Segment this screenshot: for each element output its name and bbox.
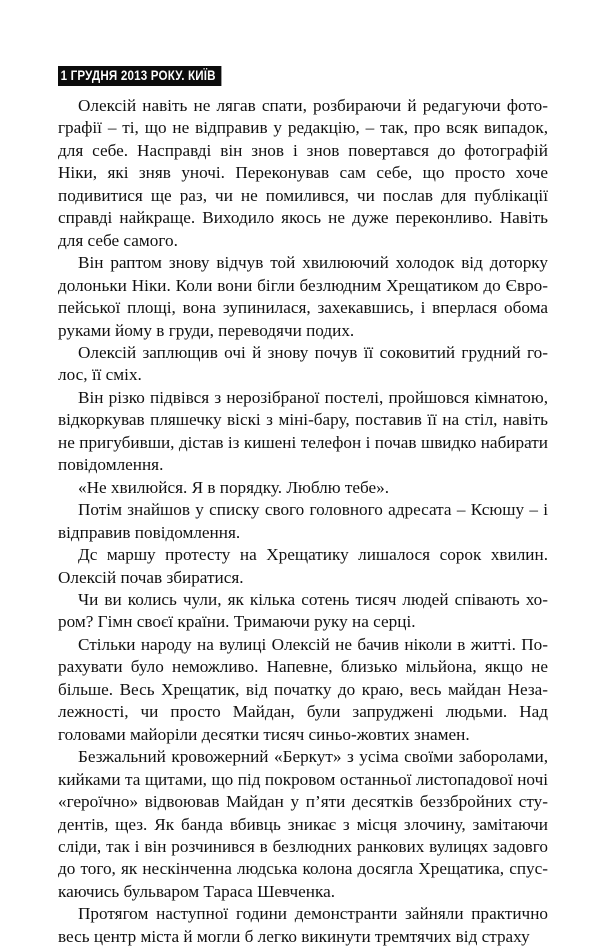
chapter-date-heading: 1 ГРУДНЯ 2013 РОКУ. КИЇВ bbox=[58, 66, 222, 86]
paragraph: Стільки народу на вулиці Олексій не бачив ніколи в житті. Порахувати було неможливо. Напевне, близько мільйона, якщо не більше. Весь Хрещатик, від початку до краю, весь майдан Незалежності, чи просто Майдан, були запруджені людьми. Над головами майоріли десятки тисяч синьо-жовтих знамен. bbox=[58, 634, 548, 744]
paragraph: Чи ви колись чули, як кілька сотень тисяч людей співають хором? Гімн своєї країни. Тримаючи руку на серці. bbox=[58, 589, 548, 632]
paragraph: Дс маршу протесту на Хрещатику лишалося сорок хвилин. Олексій почав збиратися. bbox=[58, 545, 548, 587]
book-page bbox=[58, 66, 548, 948]
paragraph: Олексій заплющив очі й знову почув її соковитий грудний голос, її сміх. bbox=[58, 342, 548, 385]
paragraph: Він різко підвівся з нерозібраної постелі, пройшовся кімнатою, відкоркував пляшечку віскі з міні-бару, поставив її на стіл, навіть не пригубивши, дістав із кишені телефон і почав швидко набирати повідомлення. bbox=[58, 387, 548, 475]
paragraph: Потім знайшов у списку свого головного адресата – Ксюшу – і відправив повідомлення. bbox=[58, 500, 548, 542]
body-text bbox=[58, 95, 548, 948]
paragraph: Протягом наступної години демонстранти зайняли практично весь центр міста й могли б легко викинути тремтячих від страху bbox=[58, 904, 548, 946]
paragraph: «Не хвилюйся. Я в порядку. Люблю тебе». bbox=[78, 477, 390, 497]
paragraph: Олексій навіть не лягав спати, розбираючи й редагуючи фотографії – ті, що не відправив у редакцію, – так, про всяк випадок, для себе. Насправді він знов і знов повертався до фотографій Ніки, які зняв уночі. Переконував сам себе, що просто хоче подивитися ще раз, чи не помилився, чи послав для публікації справді найкраще. Виходило якось не дуже переконливо. Навіть для себе самого. bbox=[58, 96, 548, 250]
paragraph: Безжальний кровожерний «Беркут» з усіма своїми заборолами, кийками та щитами, що під покровом останньої листопадової ночі «героїчно» відвоював Майдан у п’яти десятків беззбройних студентів, щез. Як банда вбивць зникає з місця злочину, замітаючи сліди, так і він розчинився в безлюдних ранкових вулицях задовго до того, як нескінченна людська колона досягла Хрещатика, спускаючись бульваром Тараса Шевченка. bbox=[58, 747, 548, 901]
paragraph: Він раптом знову відчув той хвилюючий холодок від доторку долоньки Ніки. Коли вони бігли безлюдним Хрещатиком до Європейської площі, вона зупинилася, захекавшись, і вперлася обома руками йому в груди, переводячи подих. bbox=[58, 253, 548, 340]
